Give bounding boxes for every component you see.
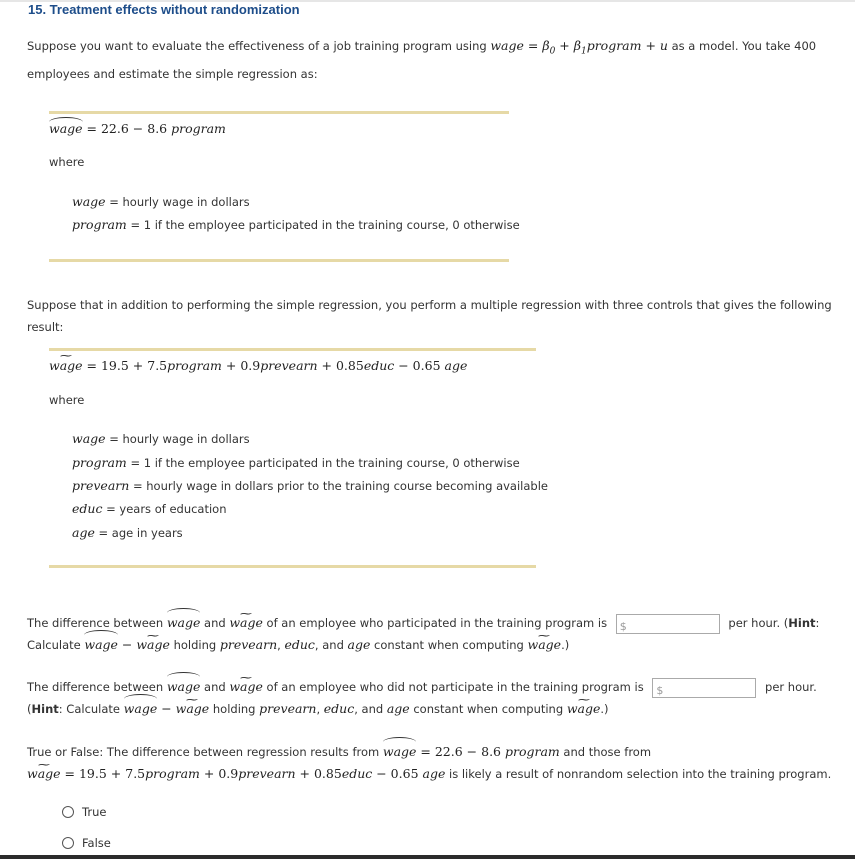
option-true[interactable]: True	[62, 805, 106, 819]
where-label: where	[49, 155, 85, 169]
dollar-sign-icon: $	[656, 683, 664, 697]
definition2-wage: wage = hourly wage in dollars	[72, 431, 250, 446]
definition2-program: program = 1 if the employee participated in the training course, 0 otherwise	[72, 455, 520, 470]
question-title: 15. Treatment effects without randomization	[28, 2, 300, 17]
simple-regression-equation: wage = 22.6 − 8.6 program	[49, 121, 226, 136]
answer-input-nonparticipant[interactable]	[652, 678, 756, 698]
box-top-rule	[49, 111, 509, 114]
multiple-regression-equation: ~ wage = 19.5 + 7.5program + 0.9prevearn + 0.85educ − 0.65 age	[49, 358, 467, 373]
question-2: The difference between wage and ~ wage of an employee who did not participate in the training program is $ per hour. (Hint: Calculate wage − ~ wage holding prevearn, educ, and age constant when computing ~ wage.)	[27, 676, 837, 720]
definition2-prevearn: prevearn = hourly wage in dollars prior to the training course becoming available	[72, 478, 548, 493]
multiple-intro: Suppose that in addition to performing the simple regression, you perform a multiple regression with three controls that gives the following result:	[27, 298, 832, 334]
model-equation: wage = $\beta_0$ + $\beta_1program + u$	[490, 38, 668, 57]
box2-bottom-rule	[49, 565, 536, 568]
bottom-bar	[0, 855, 855, 859]
radio-false[interactable]	[62, 837, 74, 849]
definition-program: program = 1 if the employee participated in the training course, 0 otherwise	[72, 217, 520, 232]
question-1: The difference between wage and ~ wage of an employee who participated in the training program is $ per hour. (Hint: Calculate wage − ~ wage holding prevearn, educ, and age constant when computing ~ wage.)	[27, 612, 837, 656]
box2-top-rule	[49, 348, 536, 351]
box-bottom-rule	[49, 259, 509, 262]
where-label-2: where	[49, 393, 85, 407]
definition2-age: age = age in years	[72, 525, 183, 540]
definition-wage: wage = hourly wage in dollars	[72, 194, 250, 209]
dollar-sign-icon: $	[619, 619, 627, 633]
answer-input-participant[interactable]	[616, 614, 720, 634]
question-3: True or False: The difference between regression results from wage = 22.6 − 8.6 program and those from ~ wage = 19.5 + 7.5program + 0.9prevearn + 0.85educ − 0.65 age is likely a result of nonrandom selection into the training program.	[27, 741, 837, 785]
option-false[interactable]: False	[62, 836, 111, 850]
radio-true[interactable]	[62, 806, 74, 818]
definition2-educ: educ = years of education	[72, 501, 227, 516]
intro-paragraph: Suppose you want to evaluate the effectiveness of a job training program using wage = $\beta_0$ + $\beta_1program + u$ as a model. You take 400 employees and estimate the simple regression as:	[27, 38, 817, 81]
